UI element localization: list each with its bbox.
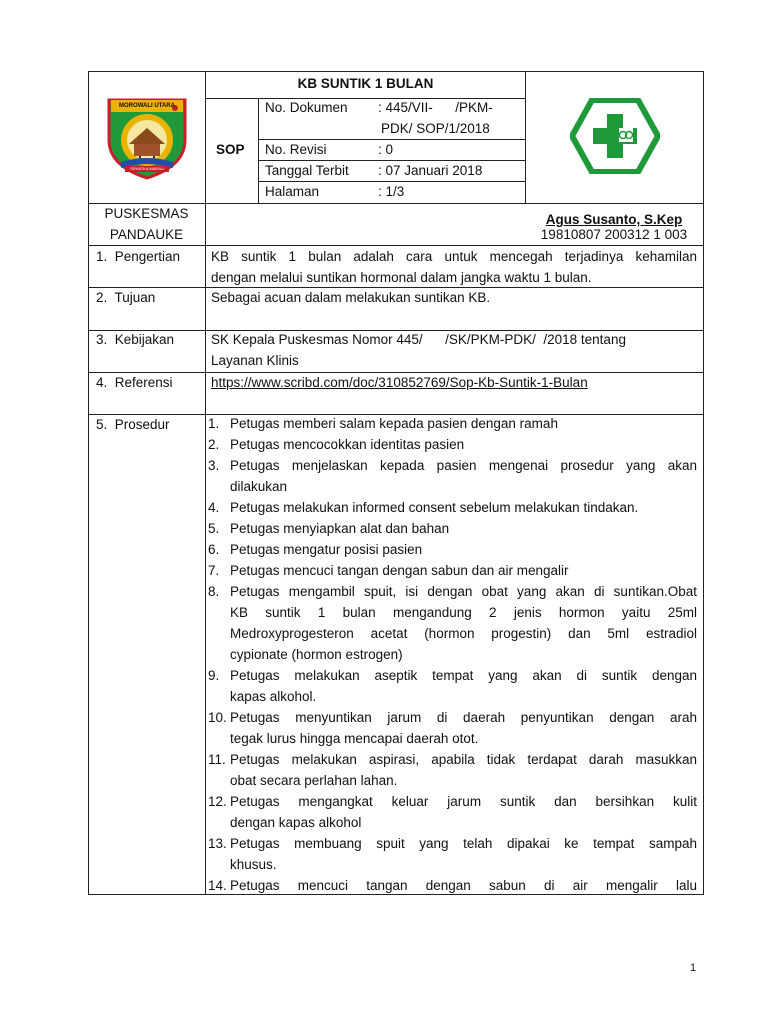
procedure-step-number: 3.	[208, 458, 220, 473]
kebijakan-text-line2: Layanan Klinis	[211, 353, 299, 368]
procedure-step-text: Petugas mengatur posisi pasien	[230, 542, 423, 557]
meta-value-dokumen: : 445/VII- /PKM-	[378, 100, 493, 115]
puskesmas-logo	[570, 98, 660, 174]
document-title: KB SUNTIK 1 BULAN	[297, 76, 434, 91]
section-label-tujuan: 2. Tujuan	[96, 290, 156, 305]
kebijakan-text-line1: SK Kepala Puskesmas Nomor 445/ /SK/PKM-PDK/ /2018 tentang	[211, 332, 626, 347]
org-name-line1: PUSKESMAS	[104, 206, 189, 221]
procedure-step-text: Petugas mencocokkan identitas pasien	[230, 437, 465, 452]
procedure-step-text: Petugas mengambil spuit, isi dengan obat yang akan di suntikan.Obat	[230, 584, 697, 599]
procedure-step-text: tegak lurus hingga mencapai daerah otot.	[230, 731, 479, 746]
procedure-step-text: Petugas mengangkat keluar jarum suntik dan bersihkan kulit	[230, 794, 697, 809]
procedure-step-number: 13.	[208, 836, 227, 851]
procedure-step-text: Petugas menjelaskan kepada pasien mengenai prosedur yang akan	[230, 458, 697, 473]
meta-value-halaman: : 1/3	[378, 184, 405, 199]
logo-motto: SEHATKA MARAU	[130, 166, 164, 171]
procedure-step-number: 4.	[208, 500, 220, 515]
procedure-step-number: 10.	[208, 710, 227, 725]
section-label-kebijakan: 3. Kebijakan	[96, 332, 175, 347]
procedure-step-text: Petugas memberi salam kepada pasien dengan ramah	[230, 416, 558, 431]
referensi-link[interactable]: https://www.scribd.com/doc/310852769/Sop-Kb-Suntik-1-Bulan	[211, 375, 588, 390]
procedure-step-text: obat secara perlahan lahan.	[230, 773, 398, 788]
pengertian-text-line2: dengan melalui suntikan hormonal dalam jangka waktu 1 bulan.	[211, 270, 592, 285]
procedure-step-text: KB suntik 1 bulan mengandung 2 jenis hormon yaitu 25ml	[230, 605, 697, 620]
procedure-step-text: Petugas mencuci tangan dengan sabun dan air mengalir	[230, 563, 569, 578]
procedure-step-number: 2.	[208, 437, 220, 452]
meta-label-dokumen: No. Dokumen	[265, 100, 348, 115]
meta-value-tanggal: : 07 Januari 2018	[378, 163, 483, 178]
procedure-step-text: Medroxyprogesteron acetat (hormon progestin) dan 5ml estradiol	[230, 626, 697, 641]
procedure-step-number: 12.	[208, 794, 227, 809]
meta-value-dokumen-cont: PDK/ SOP/1/2018	[381, 121, 490, 136]
procedure-step-number: 5.	[208, 521, 220, 536]
procedure-step-text: Petugas melakukan aspirasi, apabila tidak terdapat darah masukkan	[230, 752, 697, 767]
signer-name: Agus Susanto, S.Kep	[545, 212, 683, 227]
procedure-step-number: 14.	[208, 878, 227, 893]
meta-label-tanggal: Tanggal Terbit	[265, 163, 349, 178]
procedure-step-number: 11.	[208, 752, 226, 767]
procedure-step-number: 8.	[208, 584, 220, 599]
meta-label-halaman: Halaman	[265, 184, 320, 199]
procedure-step-text: Petugas melakukan informed consent sebelum melakukan tindakan.	[230, 500, 639, 515]
procedure-step-text: Petugas mencuci tangan dengan sabun di air mengalir lalu	[230, 878, 697, 893]
section-label-referensi: 4. Referensi	[96, 375, 173, 390]
page-number: 1	[690, 962, 697, 974]
procedure-step-text: Petugas melakukan aseptik tempat yang akan di suntik dengan	[230, 668, 697, 683]
procedure-step-text: Petugas menyuntikan jarum di daerah penyuntikan dengan arah	[230, 710, 697, 725]
procedure-step-number: 1.	[208, 416, 220, 431]
district-logo	[103, 92, 191, 180]
tujuan-text: Sebagai acuan dalam melakukan suntikan KB.	[211, 290, 491, 305]
org-name-line2: PANDAUKE	[109, 227, 184, 242]
sop-label: SOP	[216, 142, 245, 157]
procedure-step-text: kapas alkohol.	[230, 689, 317, 704]
procedure-step-number: 6.	[208, 542, 220, 557]
procedure-step-number: 9.	[208, 668, 220, 683]
procedure-step-text: Petugas menyiapkan alat dan bahan	[230, 521, 450, 536]
meta-value-revisi: : 0	[378, 142, 394, 157]
procedure-step-number: 7.	[208, 563, 220, 578]
section-label-prosedur: 5. Prosedur	[96, 417, 170, 432]
procedure-step-text: dilakukan	[230, 479, 288, 494]
signer-nip: 19810807 200312 1 003	[540, 227, 688, 242]
meta-label-revisi: No. Revisi	[265, 142, 327, 157]
procedure-step-text: Petugas membuang spuit yang telah dipakai ke tempat sampah	[230, 836, 697, 851]
pengertian-text-line1: KB suntik 1 bulan adalah cara untuk mencegah terjadinya kehamilan	[211, 249, 697, 264]
section-label-pengertian: 1. Pengertian	[96, 249, 181, 264]
procedure-step-text: cypionate (hormon estrogen)	[230, 647, 403, 662]
logo-caption: MOROWALI UTARA	[119, 103, 175, 109]
procedure-step-text: dengan kapas alkohol	[230, 815, 362, 830]
procedure-step-text: khusus.	[230, 857, 277, 872]
